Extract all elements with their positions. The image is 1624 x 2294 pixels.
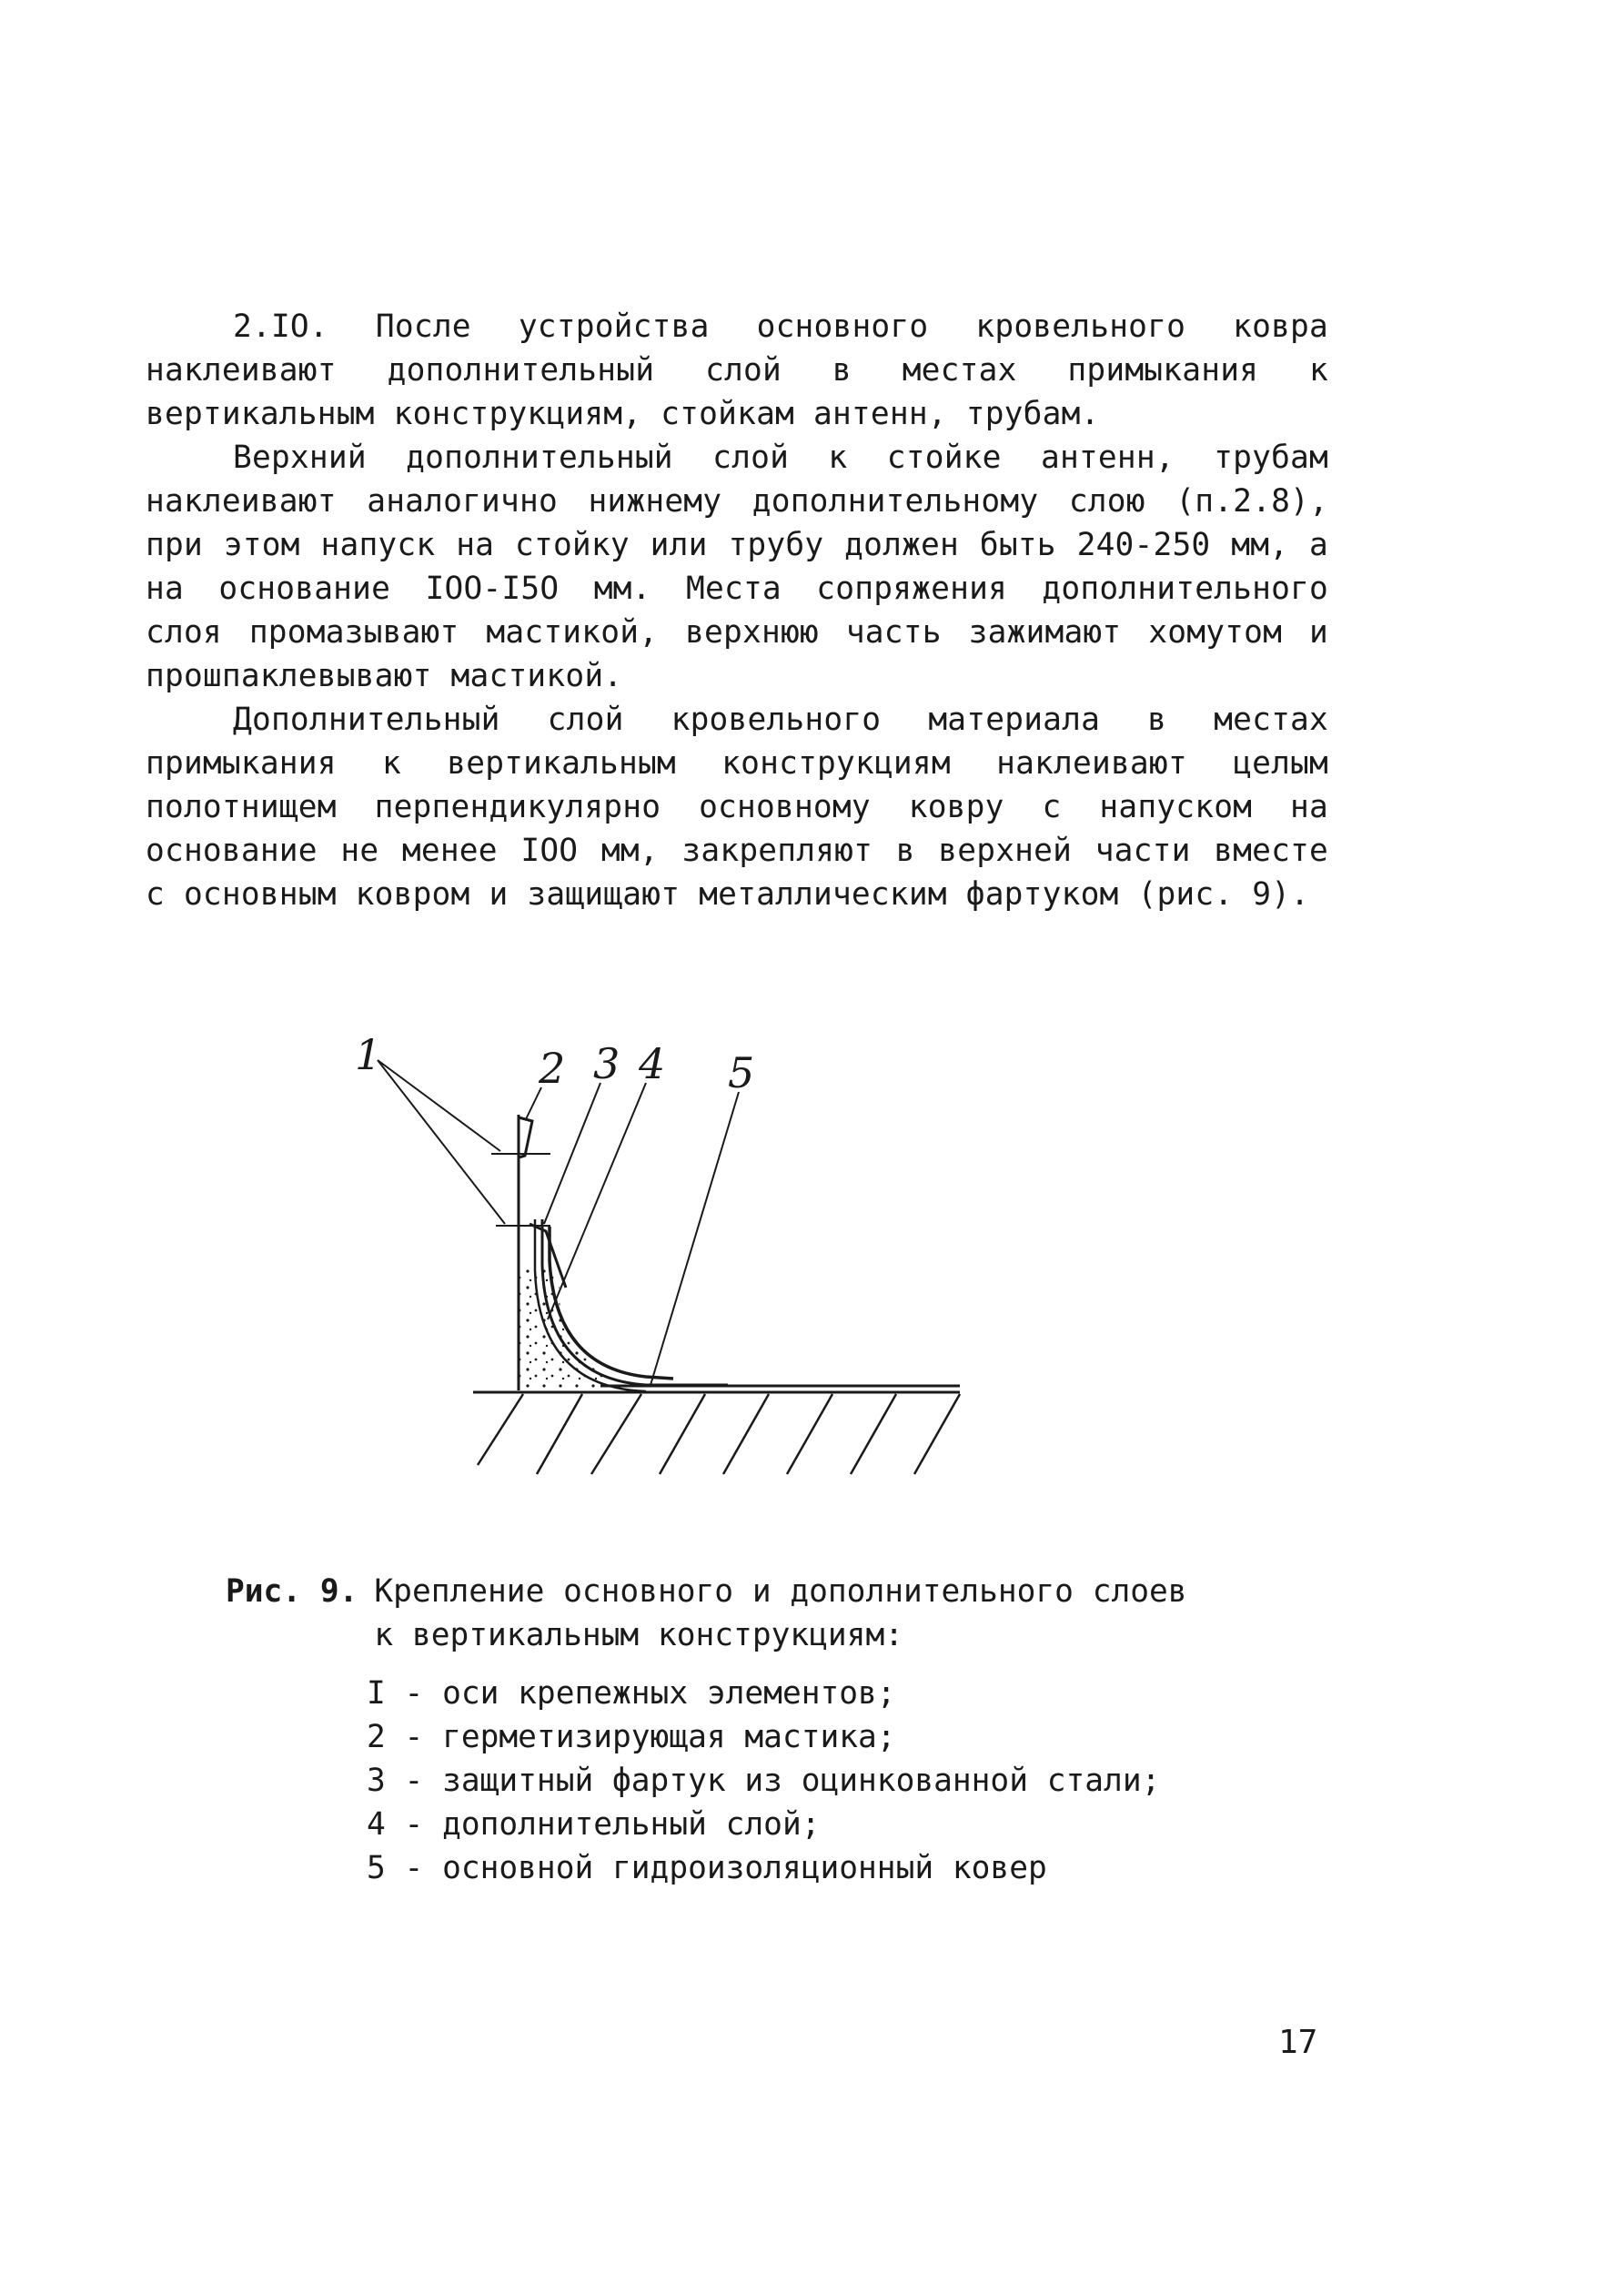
figure-9-diagram [328,1030,1001,1483]
figure-label-3: 3 [593,1039,620,1088]
leader-4 [548,1083,646,1319]
figure-label-1: 1 [355,1030,382,1079]
figure-caption [226,1570,1317,1922]
leader-1b [378,1060,505,1224]
legend-item: 3 - защитный фартук из оцинкованной стали; [367,1763,1161,1799]
page-number: 17 [1278,2024,1318,2061]
paragraph-2-10: 2.IO. После устройства основного кровельного ковра наклеивают дополнительный слой в местах примыкания к вертикальным конструкциям, стойкам антенн, трубам. [146,308,1328,432]
leader-3 [544,1083,600,1224]
legend-item: 5 - основной гидроизоляционный ковер [367,1850,1047,1886]
figure-legend [367,1672,1317,1890]
paragraph-additional-layer: Дополнительный слой кровельного материала в местах примыкания к вертикальным конструкциям наклеивают целым полотнищем перпендикулярно основному ковру с напуском на основание не менее IOO мм, закрепляют в верхней части вместе с основным ковром и защищают металлическим фартуком (рис. 9). [146,702,1328,913]
caption-title-line-1: Крепление основного и дополнительного слоев [374,1573,1187,1610]
paragraph-upper-layer: Верхний дополнительный слой к стойке антенн, трубам наклеивают аналогично нижнему дополнительному слою (п.2.8), при этом напуск на стойку или трубу должен быть 240-250 мм, а на основание IOO-I5O мм. Места сопряжения дополнительного слоя промазывают мастикой, верхнюю часть зажимают хомутом и прошпаклевывают мастикой. [146,440,1328,694]
leader-5 [651,1092,739,1385]
figure-label-4: 4 [639,1039,666,1088]
legend-item: 2 - герметизирующая мастика; [367,1719,896,1755]
legend-item: 4 - дополнительный слой; [367,1806,821,1843]
legend-item: I - оси крепежных элементов; [367,1675,896,1712]
figure-label-2: 2 [539,1044,566,1093]
ground-hatching [478,1394,960,1474]
leader-1a [378,1060,500,1151]
figure-label-5: 5 [728,1048,755,1097]
sealing-mastic [519,1117,532,1157]
caption-prefix: Рис. 9. [226,1573,358,1610]
body-text [146,305,1328,916]
caption-title-line-2: к вертикальным конструкциям: [374,1617,903,1653]
